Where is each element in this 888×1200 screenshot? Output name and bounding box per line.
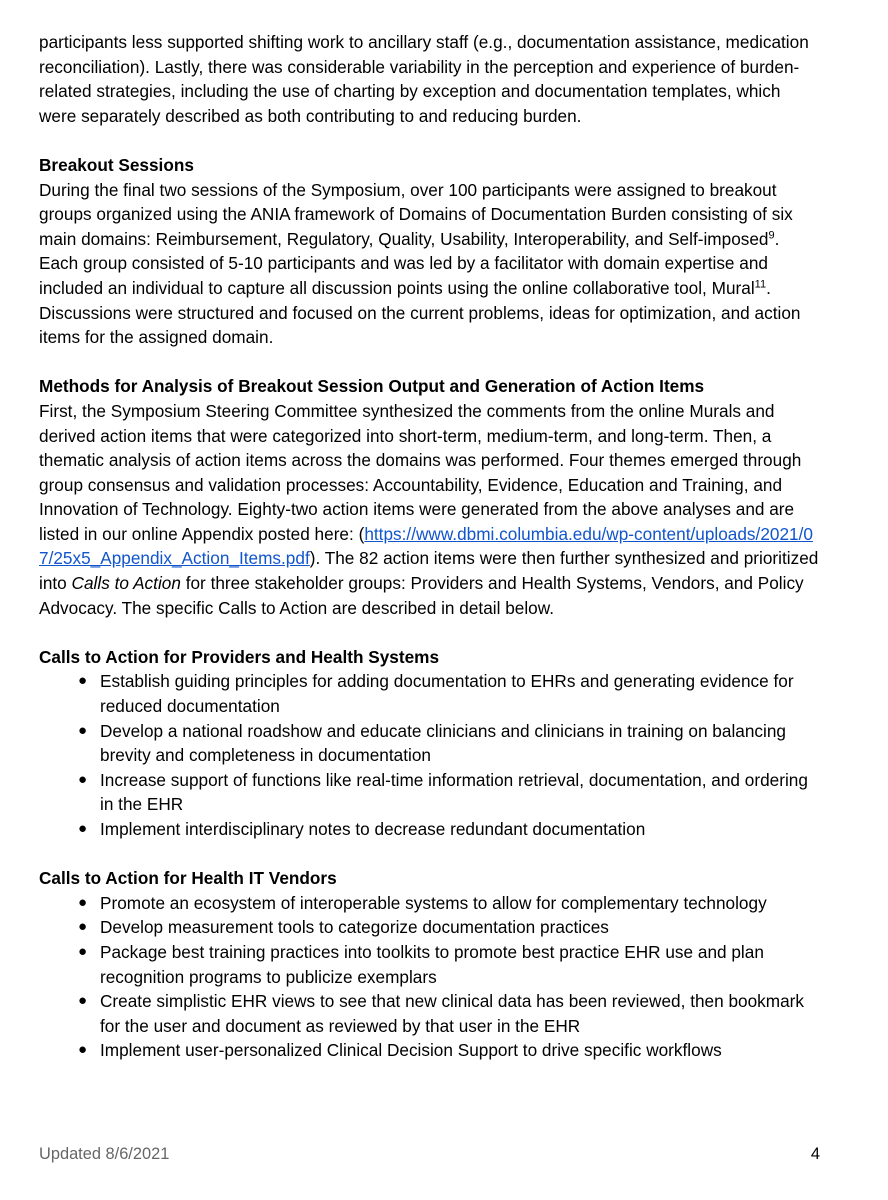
list-item-text: Promote an ecosystem of interoperable systems to allow for complementary technology xyxy=(100,892,767,913)
document-body xyxy=(39,30,820,1063)
list-item xyxy=(39,989,820,1038)
heading-calls-vendors: Calls to Action for Health IT Vendors xyxy=(39,868,337,889)
heading-breakout-sessions: Breakout Sessions xyxy=(39,154,194,175)
appendix-action-items-link[interactable]: https://www.dbmi.columbia.edu/wp-content/uploads/2021/07/25x5_Appendix_Action_Items.pdf xyxy=(39,523,813,569)
heading-methods: Methods for Analysis of Breakout Session Output and Generation of Action Items xyxy=(39,376,705,397)
bullet-icon: ● xyxy=(78,893,88,911)
list-item xyxy=(39,1038,820,1063)
list-item xyxy=(39,891,820,916)
list-item-text: Implement user-personalized Clinical Decision Support to drive specific workflows xyxy=(100,1040,722,1061)
footer-page-number: 4 xyxy=(810,1145,820,1163)
bullet-icon: ● xyxy=(78,721,88,739)
paragraph-spacer xyxy=(39,128,820,153)
paragraph-breakout-sessions xyxy=(39,178,820,350)
paragraph-spacer xyxy=(39,842,820,867)
citation-marker-9: 9 xyxy=(768,229,775,242)
breakout-text-part2: . Each group consisted of 5-10 participants and was led by a facilitator with domain expertise and included an individual to capture all discussion points using the online collaborative tool, Mural xyxy=(39,228,780,298)
list-item xyxy=(39,719,820,768)
citation-marker-11: 11 xyxy=(754,278,767,291)
bullet-icon: ● xyxy=(78,1041,88,1059)
footer-updated-date: Updated 8/6/2021 xyxy=(39,1145,170,1163)
bullet-icon: ● xyxy=(78,672,88,690)
breakout-text-part1: During the final two sessions of the Symposium, over 100 participants were assigned to breakout groups organized using the ANIA framework of Domains of Documentation Burden consisting of six main domains: Reimbursement, Regulatory, Quality, Usability, Interoperability, and Self-imposed xyxy=(39,179,793,249)
list-item xyxy=(39,768,820,817)
bullet-icon: ● xyxy=(78,992,88,1010)
list-item xyxy=(39,817,820,842)
methods-text-part1: First, the Symposium Steering Committee synthesized the comments from the online Murals and derived action items that were categorized into short-term, medium-term, and long-term. Then, a thematic analysis of action items across the domains was performed. Four themes emerged through group consensus and validation processes: Accountability, Evidence, Education and Training, and Innovation of Technology. Eighty-two action items were generated from the above analyses and are listed in our online Appendix posted here: ( xyxy=(39,400,802,544)
vendors-bullet-list xyxy=(39,891,820,1063)
paragraph-continued-intro: participants less supported shifting work to ancillary staff (e.g., documentation assistance, medication reconciliation). Lastly, there was considerable variability in the perception and experience of burden-related strategies, including the use of charting by exception and documentation templates, which were separately described as both contributing to and reducing burden. xyxy=(39,32,809,126)
breakout-text-part3: . Discussions were structured and focused on the current problems, ideas for optimization, and action items for the assigned domain. xyxy=(39,277,801,348)
list-item-text: Develop a national roadshow and educate clinicians and clinicians in training on balancing brevity and completeness in documentation xyxy=(100,720,786,766)
paragraph-spacer xyxy=(39,620,820,645)
list-item-text: Create simplistic EHR views to see that new clinical data has been reviewed, then bookmark for the user and document as reviewed by that user in the EHR xyxy=(100,991,805,1036)
list-item xyxy=(39,669,820,718)
bullet-icon: ● xyxy=(78,820,88,837)
methods-text-part2: ). The 82 action items were then further synthesized and prioritized into xyxy=(39,548,819,594)
methods-text-part3: for three stakeholder groups: Providers and Health Systems, Vendors, and Policy Advocacy. The specific Calls to Action are described in detail below. xyxy=(39,573,804,618)
list-item-text: Implement interdisciplinary notes to decrease redundant documentation xyxy=(100,819,646,839)
paragraph-spacer xyxy=(39,350,820,375)
methods-italic-calls-to-action: Calls to Action xyxy=(71,573,181,594)
paragraph-methods xyxy=(39,399,820,620)
list-item-text: Increase support of functions like real-time information retrieval, documentation, and ordering in the EHR xyxy=(100,769,808,815)
list-item xyxy=(39,915,820,940)
list-item-text: Establish guiding principles for adding documentation to EHRs and generating evidence for reduced documentation xyxy=(100,671,794,717)
list-item xyxy=(39,940,820,989)
list-item-text: Develop measurement tools to categorize documentation practices xyxy=(100,917,609,938)
heading-calls-providers: Calls to Action for Providers and Health Systems xyxy=(39,646,440,667)
bullet-icon: ● xyxy=(78,942,88,960)
bullet-icon: ● xyxy=(78,918,88,936)
providers-bullet-list xyxy=(39,669,820,841)
list-item-text: Package best training practices into toolkits to promote best practice EHR use and plan recognition programs to publicize exemplars xyxy=(100,941,764,987)
bullet-icon: ● xyxy=(78,770,88,788)
page-footer xyxy=(39,1143,820,1165)
